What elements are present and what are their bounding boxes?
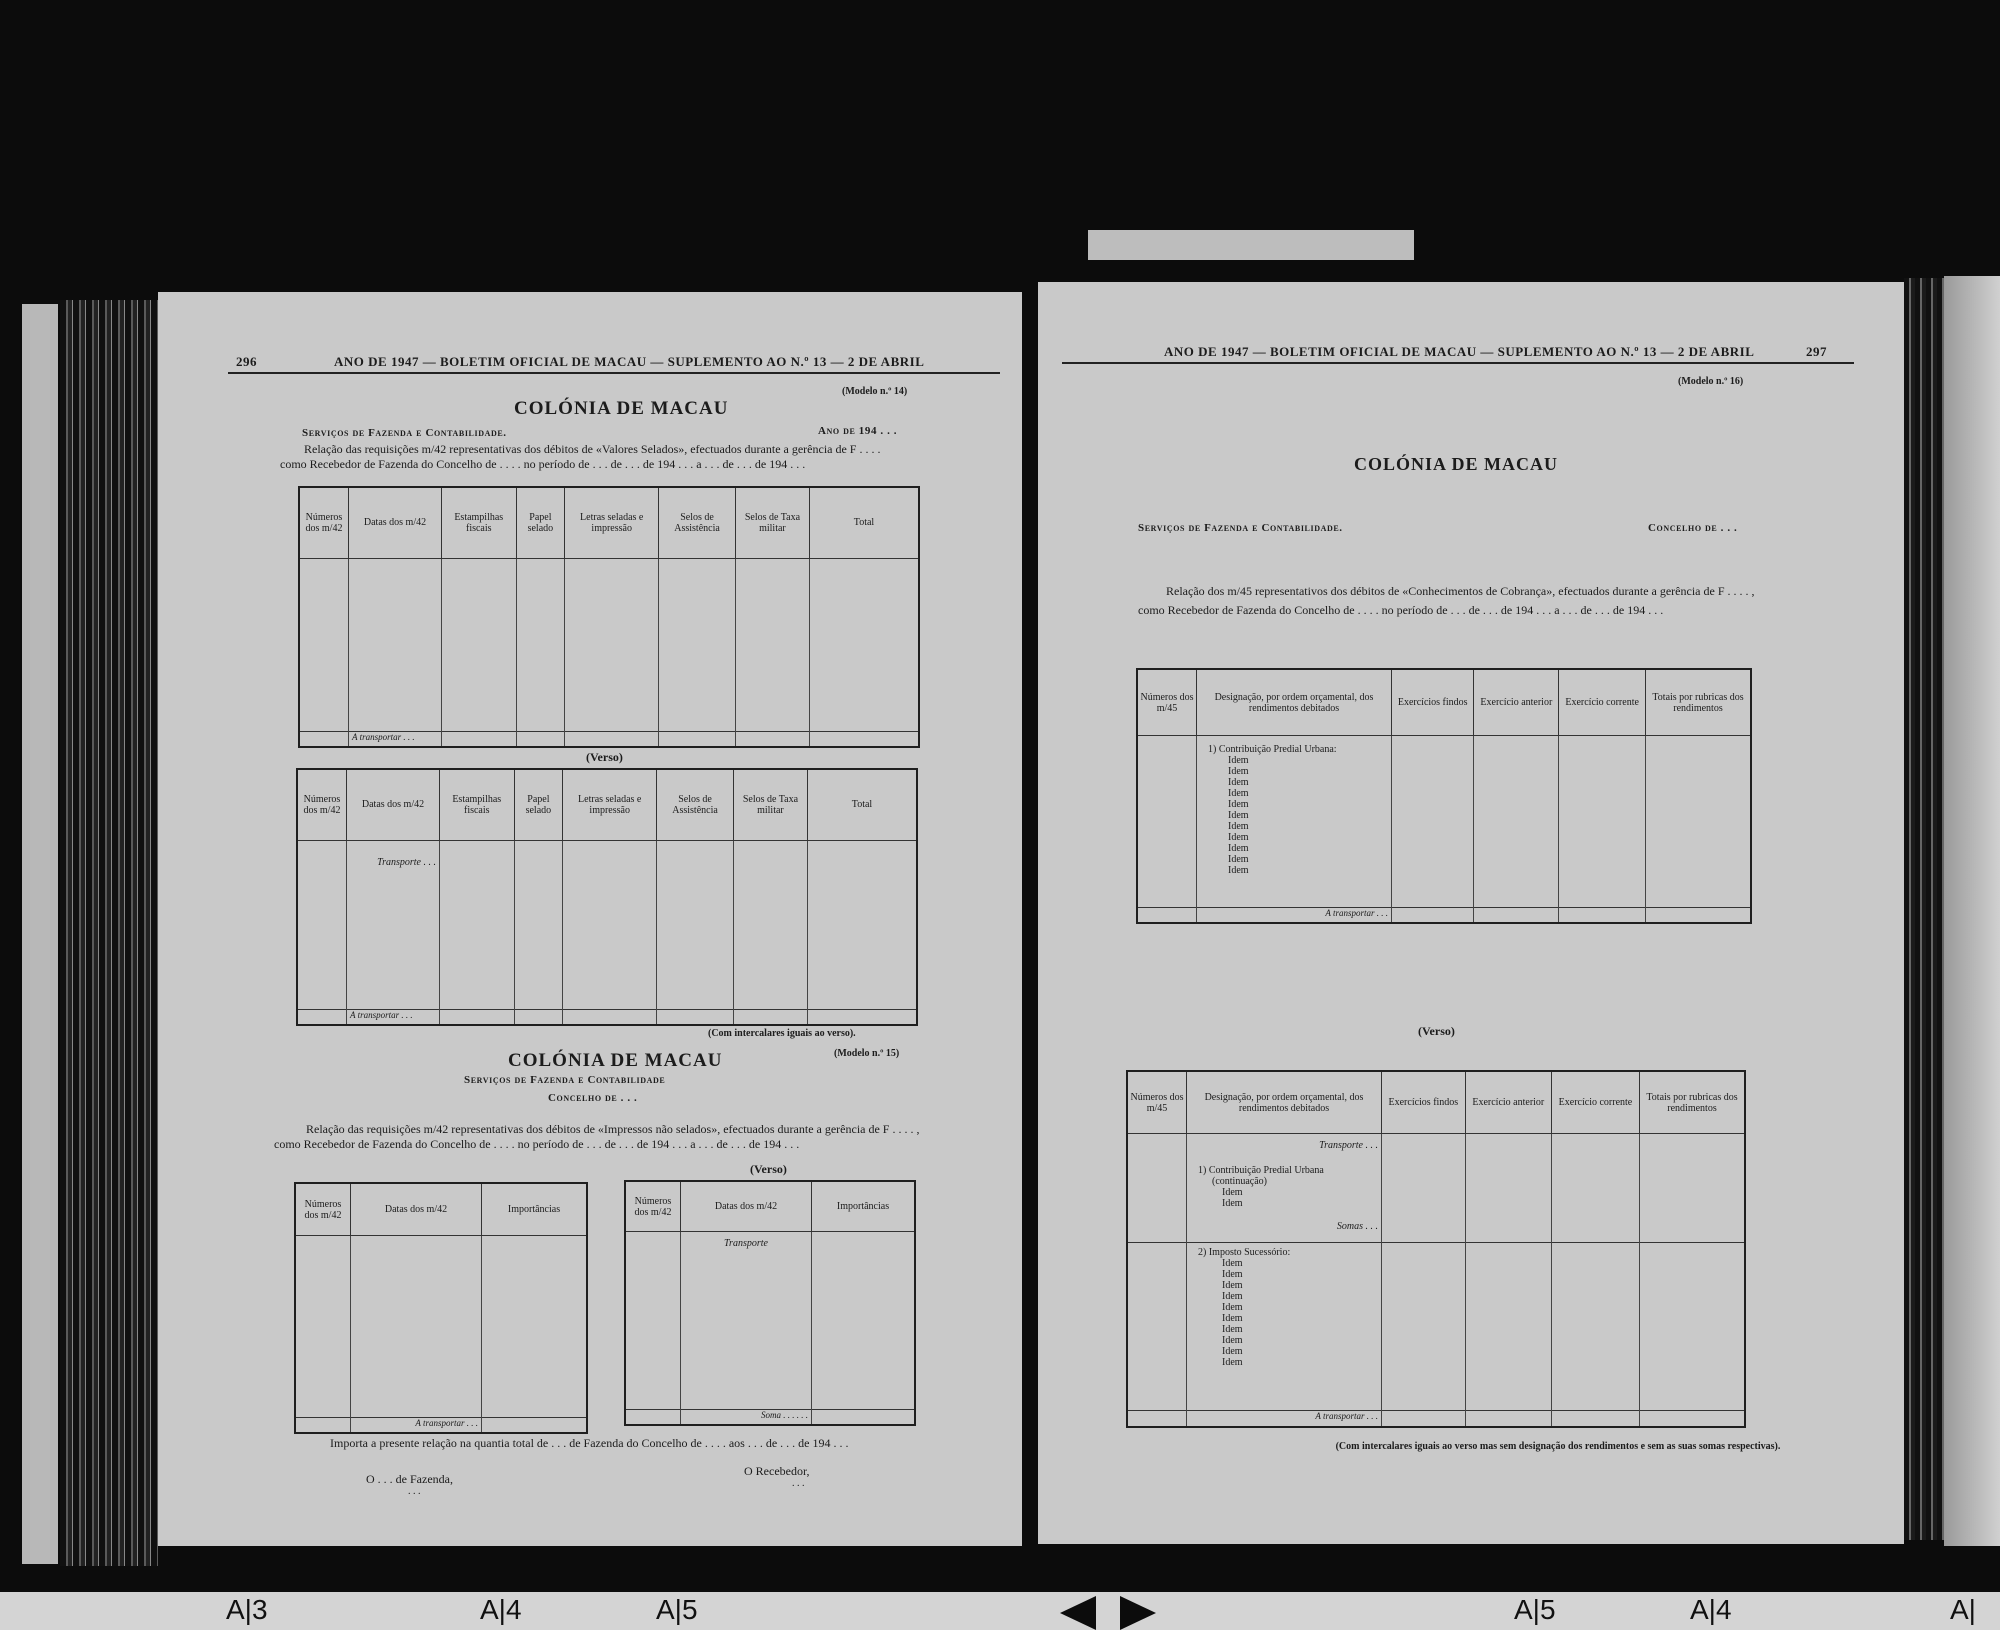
intro-text: Relação dos m/45 representativos dos débitos de «Conhecimentos de Cobrança», efectuados durante a gerência de F . . . . , como Recebedor de Fazenda do Concelho de . . . . no período de . . . de . . . de 194 . . . a . . . de . . . de 194 . . . xyxy=(1138,584,1755,617)
list-item: Idem xyxy=(1222,1324,1243,1336)
frame-mark: A|5 xyxy=(656,1594,698,1625)
left-arrow-icon xyxy=(1060,1596,1096,1630)
list-item: Idem xyxy=(1222,1291,1243,1303)
col-header: Exercício corrente xyxy=(1559,669,1646,736)
signature-dots: . . . xyxy=(792,1478,805,1489)
col-header: Total xyxy=(808,769,918,840)
soma-label: Soma . . . . . . xyxy=(681,1409,812,1425)
transport-label: Transporte . . . xyxy=(1319,1140,1378,1152)
right-book-spine xyxy=(1904,278,1944,1540)
concelho-field: Concelho de . . . xyxy=(1648,522,1738,534)
col-header: Papel selado xyxy=(516,487,565,558)
list-item: Idem xyxy=(1228,865,1249,877)
transport-label: A transportar . . . xyxy=(349,731,442,747)
list-item: Idem xyxy=(1222,1357,1243,1369)
transport-label: Transporte . . . xyxy=(347,840,440,1009)
frame-mark: A|4 xyxy=(1690,1594,1732,1625)
col-header: Estampilhas fiscais xyxy=(442,487,517,558)
transport-label: Transporte xyxy=(681,1232,812,1410)
left-book-spine xyxy=(60,300,158,1566)
form-table-model14-verso xyxy=(296,768,918,1026)
col-header: Exercícios findos xyxy=(1392,669,1474,736)
col-header: Letras seladas e impressão xyxy=(565,487,659,558)
list-item: Idem xyxy=(1222,1335,1243,1347)
list-item: Idem xyxy=(1228,854,1249,866)
col-header: Números dos m/42 xyxy=(295,1183,351,1236)
rendimentos-list xyxy=(1187,1134,1382,1243)
intercalares-note: (Com intercalares iguais ao verso). xyxy=(708,1028,856,1039)
page-number: 296 xyxy=(236,354,257,369)
col-header: Exercício anterior xyxy=(1465,1071,1551,1134)
paper-tab xyxy=(1088,230,1414,260)
right-page-edges xyxy=(1944,276,2000,1546)
frame-mark: A|3 xyxy=(226,1594,268,1625)
form-table-model16 xyxy=(1136,668,1752,924)
form-title: COLÓNIA DE MACAU xyxy=(514,398,729,419)
model-label: (Modelo n.º 16) xyxy=(1678,376,1744,387)
list-item: Idem xyxy=(1222,1302,1243,1314)
col-header: Selos de Taxa militar xyxy=(733,769,807,840)
col-header: Exercício corrente xyxy=(1551,1071,1639,1134)
list-item: 1) Contribuição Predial Urbana: xyxy=(1208,744,1337,756)
col-header: Selos de Taxa militar xyxy=(735,487,809,558)
list-item: (continuação) xyxy=(1212,1176,1267,1188)
header-rule xyxy=(1062,362,1854,364)
page-number: 297 xyxy=(1806,344,1827,359)
list-item: Idem xyxy=(1222,1280,1243,1292)
signature-right: O Recebedor, xyxy=(744,1464,810,1478)
col-header: Importâncias xyxy=(482,1183,588,1236)
somas-label: Somas . . . xyxy=(1336,1221,1378,1233)
rendimentos-list xyxy=(1187,1243,1382,1411)
signature-left: O . . . de Fazenda, xyxy=(366,1472,453,1486)
col-header: Selos de Assistência xyxy=(657,769,734,840)
list-item: Idem xyxy=(1228,777,1249,789)
transport-label: A transportar . . . xyxy=(1187,1411,1382,1427)
year-field: Ano de 194 . . . xyxy=(818,425,898,437)
list-item: Idem xyxy=(1222,1258,1243,1270)
signature-dots: . . . xyxy=(408,1486,421,1497)
intro-text: Relação das requisições m/42 representativas dos débitos de «Impressos não selados», efectuados durante a gerência de F . . . . , como Recebedor de Fazenda do Concelho de . . . . no período de . . . de . . . de 194 . . . a . . . de . . . de 194 . . . xyxy=(274,1122,920,1151)
col-header: Estampilhas fiscais xyxy=(440,769,515,840)
list-item: Idem xyxy=(1222,1187,1243,1199)
transport-label: A transportar . . . xyxy=(347,1009,440,1025)
list-item: Idem xyxy=(1228,810,1249,822)
form-title: COLÓNIA DE MACAU xyxy=(1354,454,1559,474)
model-label: (Modelo n.º 14) xyxy=(842,386,908,397)
right-arrow-icon xyxy=(1120,1596,1156,1630)
running-header: ANO DE 1947 — BOLETIM OFICIAL DE MACAU — SUPLEMENTO AO N.º 13 — 2 DE ABRIL xyxy=(1164,344,1755,359)
list-item: Idem xyxy=(1228,843,1249,855)
list-item: Idem xyxy=(1228,799,1249,811)
col-header: Selos de Assistência xyxy=(659,487,736,558)
col-header: Letras seladas e impressão xyxy=(563,769,657,840)
col-header: Números dos m/42 xyxy=(299,487,349,558)
col-header: Números dos m/42 xyxy=(625,1181,681,1232)
header-rule xyxy=(228,372,1000,374)
model-label: (Modelo n.º 15) xyxy=(834,1048,900,1059)
running-header: ANO DE 1947 — BOLETIM OFICIAL DE MACAU — SUPLEMENTO AO N.º 13 — 2 DE ABRIL xyxy=(334,354,925,369)
col-header: Importâncias xyxy=(812,1181,916,1232)
verso-label: (Verso) xyxy=(586,750,623,764)
list-item: Idem xyxy=(1228,755,1249,767)
form-title: COLÓNIA DE MACAU xyxy=(508,1050,723,1071)
col-header: Datas dos m/42 xyxy=(351,1183,482,1236)
list-item: Idem xyxy=(1222,1313,1243,1325)
intro-text: Relação das requisições m/42 representativas dos débitos de «Valores Selados», efectuados durante a gerência de F . . . . como Recebedor de Fazenda do Concelho de . . . . no período de . . . de . . . de 194 . . . a . . . de . . . de 194 . . . xyxy=(280,442,881,471)
col-header: Totais por rubricas dos rendimentos xyxy=(1646,669,1752,736)
col-header: Totais por rubricas dos rendimentos xyxy=(1640,1071,1746,1134)
col-header: Total xyxy=(810,487,920,558)
col-header: Datas dos m/42 xyxy=(681,1181,812,1232)
list-item: Idem xyxy=(1222,1198,1243,1210)
list-item: Idem xyxy=(1228,766,1249,778)
verso-label: (Verso) xyxy=(750,1162,787,1176)
form-table-model15 xyxy=(294,1182,588,1434)
form-table-model16-verso xyxy=(1126,1070,1746,1428)
service-name: Serviços de Fazenda e Contabilidade. xyxy=(1138,522,1343,534)
col-header: Exercício anterior xyxy=(1474,669,1559,736)
frame-mark: A|5 xyxy=(1514,1594,1556,1625)
intercalares-note: (Com intercalares iguais ao verso mas sem designação dos rendimentos e sem as suas somas respectivas). xyxy=(1335,1441,1781,1452)
col-header: Designação, por ordem orçamental, dos rendimentos debitados xyxy=(1187,1071,1382,1134)
frame-mark: A|4 xyxy=(480,1594,522,1625)
list-item: 2) Imposto Sucessório: xyxy=(1198,1247,1291,1259)
left-page xyxy=(158,292,1022,1546)
col-header: Datas dos m/42 xyxy=(349,487,442,558)
list-item: Idem xyxy=(1222,1269,1243,1281)
frame-mark: A| xyxy=(1950,1594,1976,1625)
left-page-edges xyxy=(22,304,58,1564)
col-header: Datas dos m/42 xyxy=(347,769,440,840)
col-header: Papel selado xyxy=(514,769,563,840)
verso-label: (Verso) xyxy=(1418,1024,1455,1038)
list-item: 1) Contribuição Predial Urbana xyxy=(1198,1165,1324,1177)
form-table-model15-verso xyxy=(624,1180,916,1426)
col-header: Números dos m/45 xyxy=(1127,1071,1187,1134)
list-item: Idem xyxy=(1228,832,1249,844)
list-item: Idem xyxy=(1228,788,1249,800)
transport-label: A transportar . . . xyxy=(1197,907,1392,923)
service-name: Serviços de Fazenda e Contabilidade xyxy=(464,1074,666,1086)
service-name: Serviços de Fazenda e Contabilidade. xyxy=(302,427,507,439)
col-header: Exercícios findos xyxy=(1382,1071,1466,1134)
rendimentos-list xyxy=(1197,736,1392,908)
closing-text: Importa a presente relação na quantia total de . . . de Fazenda do Concelho de . . . . aos . . . de . . . de 194 . . . xyxy=(330,1436,849,1450)
list-item: Idem xyxy=(1222,1346,1243,1358)
concelho-field: Concelho de . . . xyxy=(548,1092,638,1104)
col-header: Números dos m/45 xyxy=(1137,669,1197,736)
col-header: Números dos m/42 xyxy=(297,769,347,840)
transport-label: A transportar . . . xyxy=(351,1417,482,1433)
col-header: Designação, por ordem orçamental, dos rendimentos debitados xyxy=(1197,669,1392,736)
right-page xyxy=(1038,282,1904,1544)
form-table-model14 xyxy=(298,486,920,748)
list-item: Idem xyxy=(1228,821,1249,833)
